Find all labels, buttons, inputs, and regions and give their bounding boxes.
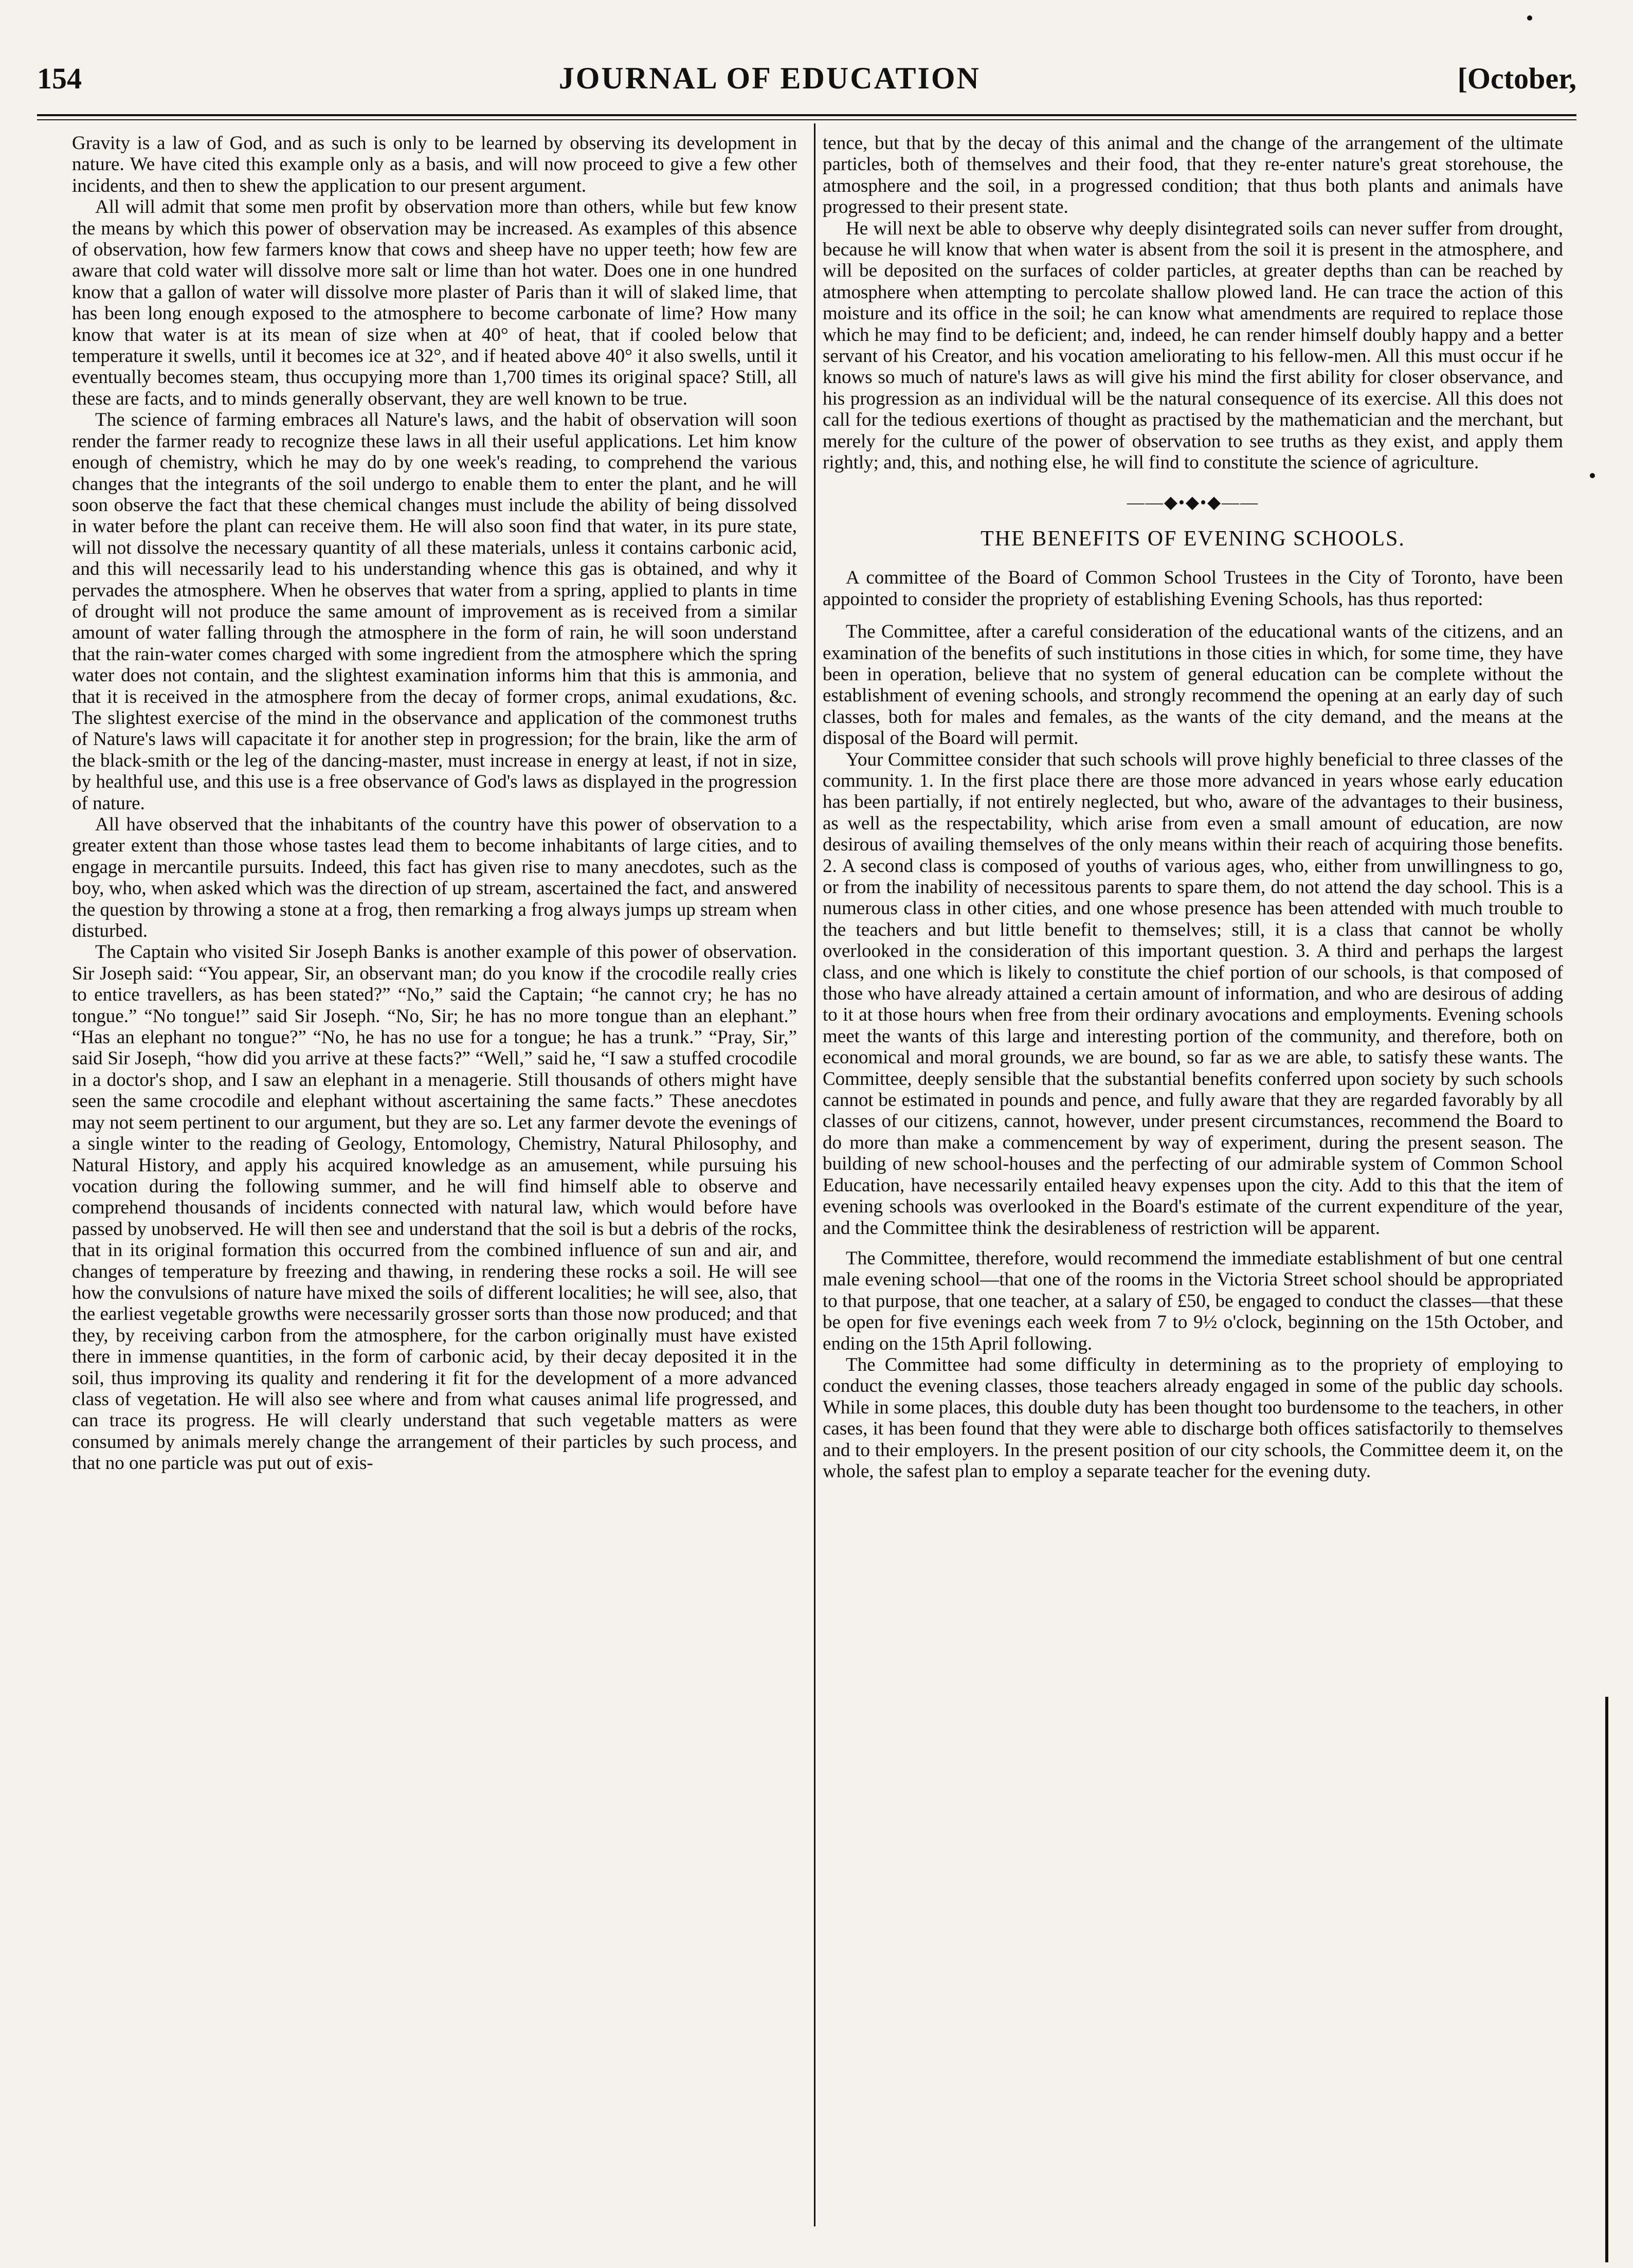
- ink-speck: [1527, 15, 1532, 21]
- right-column: [823, 133, 1563, 1482]
- issue-month: [October,: [1457, 62, 1576, 95]
- page-header: [37, 61, 1576, 107]
- paragraph: He will next be able to observe why deeply disintegrated soils can never suffer from drought, because he will know that when water is absent from the soil it is present in the atmosphere, and will be deposited on the surfaces of colder particles, at greater depths than can be reached by atmosphere when attempting to percolate shallow plowed land. He can trace the action of this moisture and its office in the soil; he can know what amendments are required to replace those which he may find to be deficient; and, indeed, he can render himself doubly happy and a better servant of his Creator, and his vocation ameliorating to his fellow-men. All this must occur if he knows so much of nature's laws as will give his mind the first ability for closer observance, and his progression as an individual will be the natural consequence of its exercise. All this does not call for the tedious exertions of thought as practised by the mathematician and the merchant, but merely for the culture of the power of observation to see truths as they exist, and apply them rightly; and, this, and nothing else, he will find to constitute the science of agriculture.: [823, 217, 1563, 474]
- left-column: [72, 133, 797, 1474]
- paragraph: All have observed that the inhabitants of the country have this power of observation to a greater extent than those whose tastes lead them to become inhabitants of large cities, and to engage in mercantile pursuits. Indeed, this fact has given rise to many anecdotes, such as the boy, who, when asked which was the direction of up stream, ascertained the fact, and answered the question by throwing a stone at a frog, then remarking a frog always jumps up stream when disturbed.: [72, 814, 797, 942]
- paragraph: A committee of the Board of Common School Trustees in the City of Toronto, have been appointed to consider the propriety of establishing Evening Schools, has thus reported:: [823, 567, 1563, 610]
- header-rule-thin: [37, 119, 1576, 120]
- paragraph: The Captain who visited Sir Joseph Banks is another example of this power of observation. Sir Joseph said: “You appear, Sir, an observant man; do you know if the crocodile really cries to entice travellers, as has been stated?” “No,” said the Captain; “he cannot cry; he has no tongue.” “No tongue!” said Sir Joseph. “No, Sir; he has no more tongue than an elephant.” “Has an elephant no tongue?” “No, he has no use for a tongue; he has a trunk.” “Pray, Sir,” said Sir Joseph, “how did you arrive at these facts?” “Well,” said he, “I saw a stuffed crocodile in a doctor's shop, and I saw an elephant in a menagerie. Still thousands of others might have seen the same crocodile and elephant without ascertaining the same facts.” These anecdotes may not seem pertinent to our argument, but they are so. Let any farmer devote the evenings of a single winter to the reading of Geology, Entomology, Chemistry, Natural Philosophy, and Natural History, and apply his acquired knowledge as an amusement, while pursuing his vocation during the following summer, and he will find himself able to observe and comprehend thousands of incidents connected with natural law, which would before have passed by unobserved. He will then see and understand that the soil is but a debris of the rocks, that in its original formation this occurred from the combined influence of sun and air, and changes of temperature by freezing and thawing, in rendering these rocks a soil. He will see how the convulsions of nature have mixed the soils of different localities; he will see, also, that the earliest vegetable growths were necessarily grosser sorts than those now produced; and that they, by receiving carbon from the atmosphere, for the carbon originally must have existed there in immense quantities, in the form of carbonic acid, by their decay deposited it in the soil, thus improving its quality and rendering it fit for the development of a more advanced class of vegetation. He will also see where and from what causes animal life progressed, and can trace its progress. He will clearly understand that such vegetable matters as were consumed by animals merely change the arrangement of their particles by such process, and that no one particle was put out of exis-: [72, 941, 797, 1474]
- paragraph: All will admit that some men profit by observation more than others, while but few know the means by which this power of observation may be increased. As examples of this absence of observation, how few farmers know that cows and sheep have no upper teeth; how few are aware that cold water will dissolve more salt or lime than hot water. Does one in one hundred know that a gallon of water will dissolve more plaster of Paris than it will of slaked lime, that has been long enough exposed to the atmosphere to become carbonate of lime? How many know that water is at its mean of size when at 40° of heat, that if cooled below that temperature it swells, until it becomes ice at 32°, and if heated above 40° it also swells, until it eventually becomes steam, thus occupying more than 1,700 times its original space? Still, all these are facts, and to minds generally observant, they are well known to be true.: [72, 196, 797, 409]
- column-divider: [814, 123, 815, 2226]
- paragraph: Gravity is a law of God, and as such is only to be learned by observing its development in nature. We have cited this example only as a basis, and will now proceed to give a few other incidents, and then to shew the application to our present argument.: [72, 133, 797, 196]
- paragraph: The Committee, therefore, would recommend the immediate establishment of but one central male evening school—that one of the rooms in the Victoria Street school should be appropriated to that purpose, that one teacher, at a salary of £50, be engaged to conduct the classes—that these be open for five evenings each week from 7 to 9½ o'clock, beginning on the 15th October, and ending on the 15th April following.: [823, 1247, 1563, 1354]
- page-edge-shadow: [1605, 1697, 1608, 2262]
- paragraph: The Committee had some difficulty in determining as to the propriety of employing to conduct the evening classes, those teachers already engaged in some of the public day schools. While in some places, this double duty has been thought too burdensome to the teachers, in other cases, it has been found that they were able to discharge both offices satisfactorily to themselves and to their employers. In the present position of our city schools, the Committee deem it, on the whole, the safest plan to employ a separate teacher for the evening duty.: [823, 1354, 1563, 1482]
- header-rule: [37, 114, 1576, 116]
- paragraph: tence, but that by the decay of this animal and the change of the arrangement of the ultimate particles, both of themselves and their food, that they re-enter nature's great storehouse, the atmosphere and the soil, in a progressed condition; that thus both plants and animals have progressed to their present state.: [823, 133, 1563, 218]
- ink-speck: [1590, 473, 1595, 478]
- section-ornament: ——◆•◆•◆——: [1127, 493, 1259, 512]
- paragraph: The science of farming embraces all Nature's laws, and the habit of observation will soon render the farmer ready to recognize these laws in all their useful applications. Let him know enough of chemistry, which he may do by one week's reading, to comprehend the various changes that the integrants of the soil undergo to enable them to enter the plant, and he will soon observe the fact that these chemical changes must include the ability of being dissolved in water before the plant can receive them. He will also soon find that water, in its pure state, will not dissolve the necessary quantity of all these materials, unless it contains carbonic acid, and this will necessarily lead to his understanding whence this gas is obtained, and why it pervades the atmosphere. When he observes that water from a spring, applied to plants in time of drought will not produce the same amount of improvement as is received from a similar amount of water falling through the atmosphere in the form of rain, he will soon understand that the rain-water comes charged with some ingredient from the atmosphere which the spring water does not contain, and the slightest examination informs him that this is ammonia, and that it is received in the atmosphere from the decay of former crops, animal exudations, &c. The slightest exercise of the mind in the observance and application of the commonest truths of Nature's laws will capacitate it for another step in progression; for the brain, like the arm of the black-smith or the leg of the dancing-master, must increase in energy at least, if not in size, by healthful use, and this use is a free observance of God's laws as displayed in the progression of nature.: [72, 409, 797, 814]
- paragraph: Your Committee consider that such schools will prove highly beneficial to three classes of the community. 1. In the first place there are those more advanced in years whose early education has been partially, if not entirely neglected, but who, aware of the advantages to their business, as well as the respectability, which arise from even a small amount of education, are now desirous of availing themselves of the only means within their reach of acquiring those benefits. 2. A second class is composed of youths of various ages, who, either from unwillingness to go, or from the inability of necessitous parents to spare them, do not attend the day school. This is a numerous class in other cities, and one whose presence has been attended with much trouble to the teachers and but little benefit to themselves; still, it is a class that cannot be wholly overlooked in the consideration of this important question. 3. A third and perhaps the largest class, and one which is likely to constitute the chief portion of our schools, is that composed of those who have already attained a certain amount of information, and who are desirous of adding to it at those hours when free from their ordinary avocations and employments. Evening schools meet the wants of this large and interesting portion of the community, and therefore, both on economical and moral grounds, we are bound, so far as we are able, to satisfy these wants. The Committee, deeply sensible that the substantial benefits conferred upon society by such schools cannot be estimated in pounds and pence, and fully aware that they are regarded favorably by all classes of our citizens, cannot, however, under present circumstances, recommend the Board to do more than make a commencement by way of experiment, during the present season. The building of new school-houses and the perfecting of our admirable system of Common School Education, have necessarily entailed heavy expenses upon the city. Add to this that the item of evening schools was overlooked in the Board's estimate of the current expenditure of the year, and the Committee think the desirableness of restriction will be apparent.: [823, 749, 1563, 1239]
- page-number: 154: [37, 62, 82, 95]
- paragraph: The Committee, after a careful consideration of the educational wants of the citizens, and an examination of the benefits of such institutions in those cities in which, for some time, they have been in operation, believe that no system of general education can be complete without the establishment of evening schools, and strongly recommend the opening at an early day of such classes, both for males and females, as the wants of the city demand, and the means at the disposal of the Board will permit.: [823, 621, 1563, 749]
- running-title: JOURNAL OF EDUCATION: [558, 61, 981, 95]
- section-title: THE BENEFITS OF EVENING SCHOOLS.: [981, 527, 1405, 551]
